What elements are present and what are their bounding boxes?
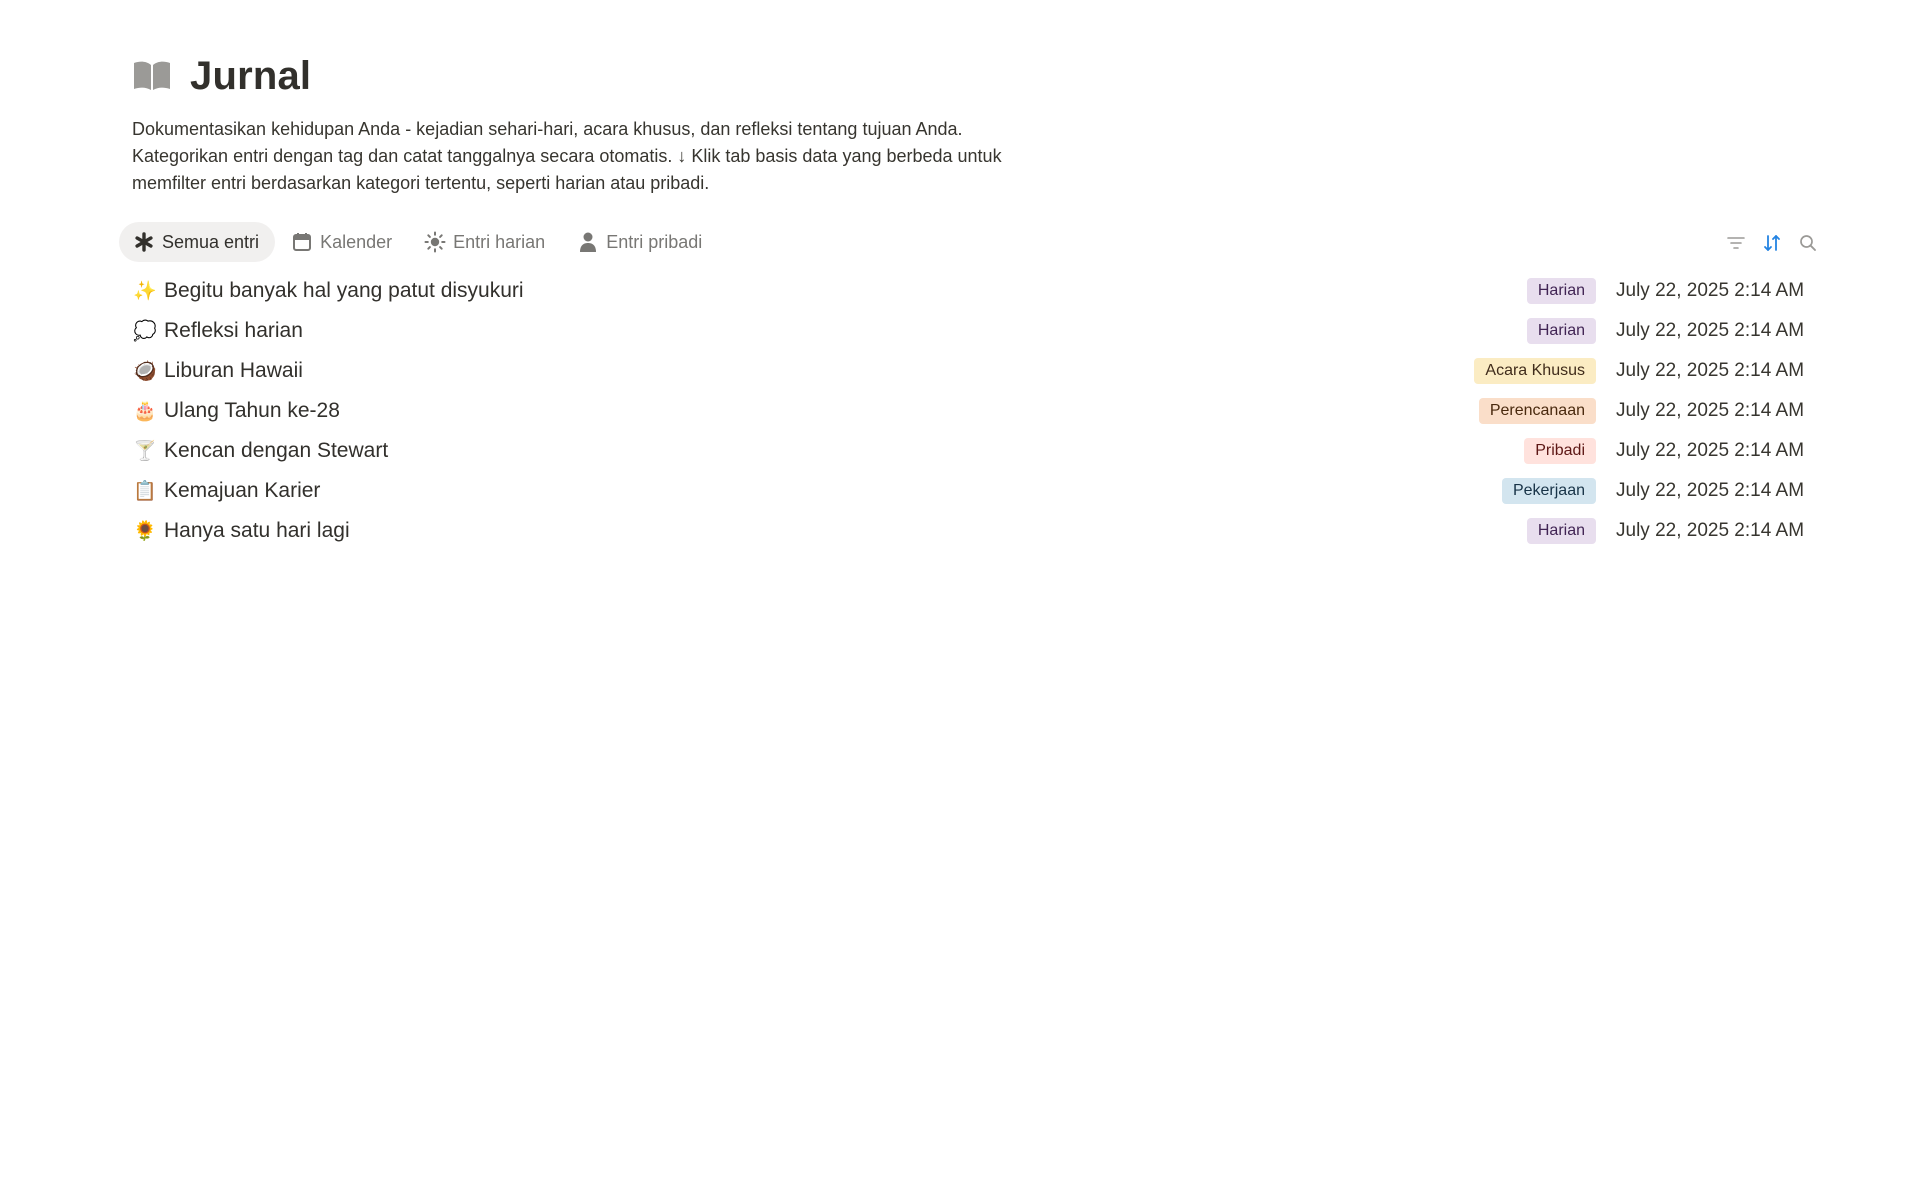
entry-title[interactable]: Ulang Tahun ke-28 — [164, 399, 340, 422]
entry-title[interactable]: Refleksi harian — [164, 319, 303, 342]
entry-meta — [1527, 511, 1808, 551]
entry-title[interactable]: Kencan dengan Stewart — [164, 439, 389, 462]
entry-emoji-icon: 💭 — [133, 320, 157, 342]
entry-tag: Harian — [1527, 518, 1596, 544]
entry-title[interactable]: Kemajuan Karier — [164, 479, 321, 502]
entry-date: July 22, 2025 2:14 AM — [1616, 440, 1805, 461]
entry-date: July 22, 2025 2:14 AM — [1616, 480, 1805, 501]
tab-semua-entri[interactable] — [119, 222, 275, 262]
database-view-bar — [119, 221, 1808, 263]
person-icon — [577, 231, 599, 253]
sun-icon — [424, 231, 446, 253]
entry-tag: Acara Khusus — [1474, 358, 1596, 384]
entry-tag: Perencanaan — [1479, 398, 1596, 424]
search-icon[interactable] — [1794, 229, 1822, 257]
entry-meta — [1474, 351, 1808, 391]
tab-kalender[interactable] — [277, 222, 408, 262]
entry-meta — [1527, 311, 1808, 351]
list-item[interactable] — [132, 391, 1808, 431]
description-line: Dokumentasikan kehidupan Anda - kejadian sehari-hari, acara khusus, dan refleksi tentang tujuan Anda. — [132, 119, 963, 139]
book-icon[interactable] — [132, 58, 172, 94]
tab-entri-harian[interactable] — [410, 222, 561, 262]
entry-date: July 22, 2025 2:14 AM — [1616, 360, 1805, 381]
list-item[interactable] — [132, 351, 1808, 391]
entry-tag: Harian — [1527, 318, 1596, 344]
entry-meta — [1479, 391, 1808, 431]
entry-meta — [1527, 271, 1808, 311]
list-item[interactable] — [132, 311, 1808, 351]
filter-icon[interactable] — [1722, 229, 1750, 257]
tab-label: Entri pribadi — [606, 231, 703, 252]
entry-date: July 22, 2025 2:14 AM — [1616, 520, 1805, 541]
entry-emoji-icon: 📋 — [133, 480, 157, 502]
page-title: Jurnal — [190, 53, 312, 98]
tab-label: Entri harian — [453, 231, 546, 252]
tab-entri-pribadi[interactable] — [563, 222, 718, 262]
view-tools — [1714, 229, 1822, 257]
entry-meta — [1524, 431, 1808, 471]
journal-page — [132, 48, 1808, 551]
list-item[interactable] — [132, 431, 1808, 471]
entry-date: July 22, 2025 2:14 AM — [1616, 400, 1805, 421]
entry-title[interactable]: Begitu banyak hal yang patut disyukuri — [164, 279, 524, 302]
tab-label: Kalender — [320, 231, 393, 252]
entry-date: July 22, 2025 2:14 AM — [1616, 280, 1805, 301]
list-item[interactable] — [132, 271, 1808, 311]
entry-emoji-icon: 🌻 — [133, 520, 157, 542]
entry-meta — [1502, 471, 1808, 511]
calendar-icon — [291, 231, 313, 253]
description-line: Kategorikan entri dengan tag dan catat tanggalnya secara otomatis. ↓ Klik tab basis data yang berbeda untuk — [132, 146, 1002, 166]
entry-title[interactable]: Liburan Hawaii — [164, 359, 303, 382]
entries-list — [132, 271, 1808, 551]
entry-tag: Harian — [1527, 278, 1596, 304]
page-description — [132, 116, 1092, 197]
title-row — [132, 48, 1808, 104]
entry-title[interactable]: Hanya satu hari lagi — [164, 519, 350, 542]
entry-tag: Pekerjaan — [1502, 478, 1596, 504]
description-line: memfilter entri berdasarkan kategori tertentu, seperti harian atau pribadi. — [132, 173, 710, 193]
list-item[interactable] — [132, 511, 1808, 551]
tab-label: Semua entri — [162, 231, 260, 252]
entry-emoji-icon: 🥥 — [133, 360, 157, 382]
asterisk-icon — [133, 231, 155, 253]
entry-emoji-icon: 🍸 — [133, 440, 157, 462]
list-item[interactable] — [132, 471, 1808, 511]
entry-tag: Pribadi — [1524, 438, 1596, 464]
sort-icon[interactable] — [1758, 229, 1786, 257]
entry-emoji-icon: ✨ — [133, 280, 157, 302]
entry-emoji-icon: 🎂 — [133, 400, 157, 422]
entry-date: July 22, 2025 2:14 AM — [1616, 320, 1805, 341]
